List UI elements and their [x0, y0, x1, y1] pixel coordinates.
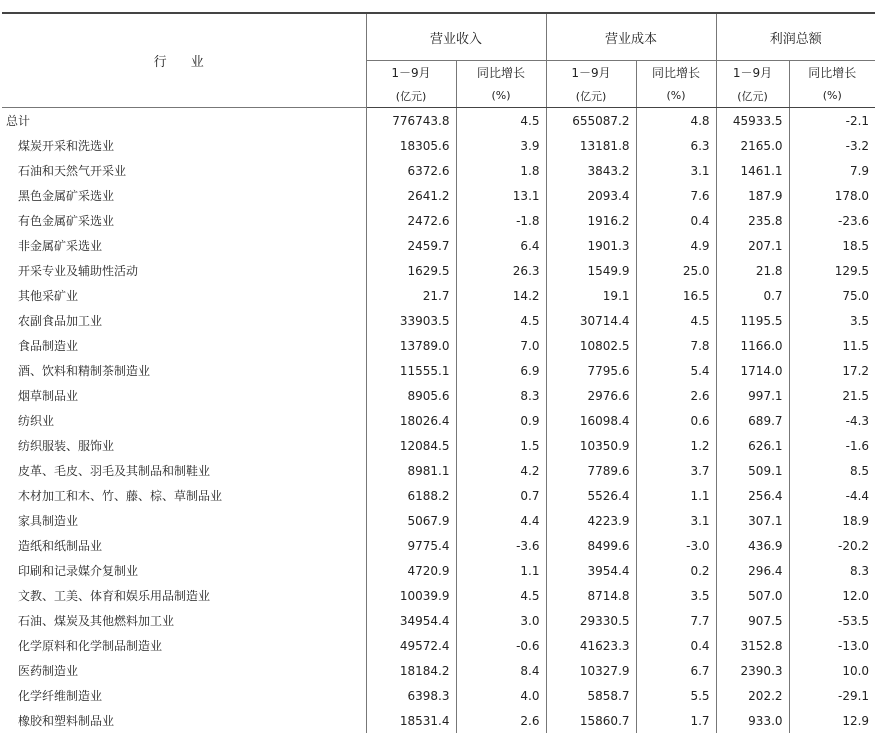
profit-value-cell: 3152.8	[716, 633, 789, 658]
revenue-value-cell: 8905.6	[366, 383, 456, 408]
revenue-value-cell: 6372.6	[366, 158, 456, 183]
table-row	[2, 308, 875, 333]
table-row	[2, 608, 875, 633]
profit-value-cell: 21.8	[716, 258, 789, 283]
cost-growth-cell: 4.9	[636, 233, 716, 258]
cost-growth-cell: 1.1	[636, 483, 716, 508]
revenue-growth-cell: 2.6	[456, 708, 546, 733]
unit-revenue-value: (亿元)	[366, 84, 456, 108]
revenue-value-cell: 18531.4	[366, 708, 456, 733]
cost-value-cell: 13181.8	[546, 133, 636, 158]
revenue-value-cell: 18305.6	[366, 133, 456, 158]
industry-name-cell: 有色金属矿采选业	[2, 208, 366, 233]
profit-growth-cell: -3.2	[789, 133, 875, 158]
table-body	[2, 108, 875, 733]
profit-growth-cell: -1.6	[789, 433, 875, 458]
industry-name-cell: 纺织业	[2, 408, 366, 433]
cost-value-cell: 1916.2	[546, 208, 636, 233]
industry-name-cell: 木材加工和木、竹、藤、棕、草制品业	[2, 483, 366, 508]
cost-growth-cell: 5.5	[636, 683, 716, 708]
industry-name-cell: 皮革、毛皮、羽毛及其制品和制鞋业	[2, 458, 366, 483]
revenue-value-cell: 12084.5	[366, 433, 456, 458]
industry-name-cell: 化学原料和化学制品制造业	[2, 633, 366, 658]
table-row	[2, 458, 875, 483]
profit-value-cell: 626.1	[716, 433, 789, 458]
profit-value-cell: 45933.5	[716, 108, 789, 134]
revenue-growth-cell: 1.1	[456, 558, 546, 583]
industry-name-cell: 石油、煤炭及其他燃料加工业	[2, 608, 366, 633]
revenue-value-cell: 8981.1	[366, 458, 456, 483]
revenue-growth-cell: 1.5	[456, 433, 546, 458]
revenue-growth-cell: 4.5	[456, 308, 546, 333]
profit-value-cell: 1714.0	[716, 358, 789, 383]
cost-growth-cell: 6.3	[636, 133, 716, 158]
revenue-growth-cell: 4.4	[456, 508, 546, 533]
cost-growth-cell: 4.8	[636, 108, 716, 134]
cost-value-cell: 10350.9	[546, 433, 636, 458]
profit-growth-cell: 21.5	[789, 383, 875, 408]
unit-profit-growth: (%)	[789, 84, 875, 108]
profit-value-cell: 1461.1	[716, 158, 789, 183]
profit-value-cell: 235.8	[716, 208, 789, 233]
cost-growth-cell: 1.2	[636, 433, 716, 458]
profit-value-cell: 933.0	[716, 708, 789, 733]
table-row	[2, 558, 875, 583]
revenue-growth-cell: 0.7	[456, 483, 546, 508]
unit-cost-growth: (%)	[636, 84, 716, 108]
profit-growth-cell: 11.5	[789, 333, 875, 358]
profit-growth-cell: 12.9	[789, 708, 875, 733]
header-revenue-period: 1－9月	[366, 61, 456, 85]
cost-value-cell: 16098.4	[546, 408, 636, 433]
cost-growth-cell: 7.6	[636, 183, 716, 208]
revenue-value-cell: 2459.7	[366, 233, 456, 258]
cost-value-cell: 10327.9	[546, 658, 636, 683]
profit-growth-cell: 129.5	[789, 258, 875, 283]
industry-name-cell: 食品制造业	[2, 333, 366, 358]
profit-growth-cell: -13.0	[789, 633, 875, 658]
table-row	[2, 258, 875, 283]
profit-growth-cell: 8.5	[789, 458, 875, 483]
revenue-growth-cell: 6.9	[456, 358, 546, 383]
header-profit: 利润总额	[716, 13, 875, 61]
profit-growth-cell: 75.0	[789, 283, 875, 308]
cost-growth-cell: 3.7	[636, 458, 716, 483]
table-row	[2, 208, 875, 233]
cost-growth-cell: 4.5	[636, 308, 716, 333]
revenue-growth-cell: 1.8	[456, 158, 546, 183]
profit-growth-cell: 17.2	[789, 358, 875, 383]
cost-growth-cell: 7.8	[636, 333, 716, 358]
table-row	[2, 633, 875, 658]
header-industry: 行 业	[2, 13, 366, 108]
revenue-value-cell: 18184.2	[366, 658, 456, 683]
revenue-growth-cell: 8.3	[456, 383, 546, 408]
profit-growth-cell: 18.9	[789, 508, 875, 533]
revenue-growth-cell: 0.9	[456, 408, 546, 433]
cost-value-cell: 2976.6	[546, 383, 636, 408]
cost-growth-cell: 6.7	[636, 658, 716, 683]
cost-value-cell: 7789.6	[546, 458, 636, 483]
profit-growth-cell: 18.5	[789, 233, 875, 258]
profit-value-cell: 689.7	[716, 408, 789, 433]
header-profit-period: 1－9月	[716, 61, 789, 85]
cost-value-cell: 5858.7	[546, 683, 636, 708]
revenue-value-cell: 6188.2	[366, 483, 456, 508]
table-row	[2, 583, 875, 608]
profit-growth-cell: -20.2	[789, 533, 875, 558]
revenue-growth-cell: 4.5	[456, 583, 546, 608]
revenue-value-cell: 10039.9	[366, 583, 456, 608]
industry-name-cell: 煤炭开采和洗选业	[2, 133, 366, 158]
cost-growth-cell: 0.4	[636, 633, 716, 658]
profit-growth-cell: -29.1	[789, 683, 875, 708]
header-revenue: 营业收入	[366, 13, 546, 61]
cost-value-cell: 10802.5	[546, 333, 636, 358]
profit-value-cell: 0.7	[716, 283, 789, 308]
table-row	[2, 483, 875, 508]
cost-value-cell: 15860.7	[546, 708, 636, 733]
industry-statistics-table	[2, 12, 875, 733]
profit-value-cell: 907.5	[716, 608, 789, 633]
cost-growth-cell: 7.7	[636, 608, 716, 633]
cost-value-cell: 29330.5	[546, 608, 636, 633]
cost-growth-cell: -3.0	[636, 533, 716, 558]
industry-name-cell: 造纸和纸制品业	[2, 533, 366, 558]
cost-value-cell: 1901.3	[546, 233, 636, 258]
profit-growth-cell: 178.0	[789, 183, 875, 208]
revenue-growth-cell: 8.4	[456, 658, 546, 683]
table-row	[2, 158, 875, 183]
industry-name-cell: 医药制造业	[2, 658, 366, 683]
revenue-growth-cell: -0.6	[456, 633, 546, 658]
revenue-value-cell: 6398.3	[366, 683, 456, 708]
industry-name-cell: 文教、工美、体育和娱乐用品制造业	[2, 583, 366, 608]
cost-value-cell: 3954.4	[546, 558, 636, 583]
revenue-value-cell: 5067.9	[366, 508, 456, 533]
profit-value-cell: 1195.5	[716, 308, 789, 333]
table-row	[2, 283, 875, 308]
cost-growth-cell: 25.0	[636, 258, 716, 283]
table-row	[2, 533, 875, 558]
industry-name-cell: 石油和天然气开采业	[2, 158, 366, 183]
revenue-value-cell: 1629.5	[366, 258, 456, 283]
header-cost-growth: 同比增长	[636, 61, 716, 85]
profit-value-cell: 2390.3	[716, 658, 789, 683]
profit-growth-cell: 8.3	[789, 558, 875, 583]
cost-value-cell: 5526.4	[546, 483, 636, 508]
cost-value-cell: 30714.4	[546, 308, 636, 333]
revenue-value-cell: 49572.4	[366, 633, 456, 658]
header-cost-period: 1－9月	[546, 61, 636, 85]
cost-growth-cell: 3.5	[636, 583, 716, 608]
industry-name-cell: 纺织服装、服饰业	[2, 433, 366, 458]
industry-name-cell: 非金属矿采选业	[2, 233, 366, 258]
table-row	[2, 708, 875, 733]
profit-growth-cell: 3.5	[789, 308, 875, 333]
cost-value-cell: 1549.9	[546, 258, 636, 283]
revenue-value-cell: 18026.4	[366, 408, 456, 433]
profit-value-cell: 1166.0	[716, 333, 789, 358]
cost-growth-cell: 2.6	[636, 383, 716, 408]
industry-name-cell: 化学纤维制造业	[2, 683, 366, 708]
revenue-value-cell: 776743.8	[366, 108, 456, 134]
revenue-value-cell: 13789.0	[366, 333, 456, 358]
profit-value-cell: 997.1	[716, 383, 789, 408]
profit-value-cell: 509.1	[716, 458, 789, 483]
profit-growth-cell: -53.5	[789, 608, 875, 633]
industry-name-cell: 开采专业及辅助性活动	[2, 258, 366, 283]
profit-growth-cell: 12.0	[789, 583, 875, 608]
profit-value-cell: 256.4	[716, 483, 789, 508]
revenue-growth-cell: -1.8	[456, 208, 546, 233]
revenue-growth-cell: -3.6	[456, 533, 546, 558]
profit-value-cell: 2165.0	[716, 133, 789, 158]
revenue-value-cell: 11555.1	[366, 358, 456, 383]
table-row	[2, 358, 875, 383]
table-row	[2, 133, 875, 158]
industry-name-cell: 其他采矿业	[2, 283, 366, 308]
revenue-growth-cell: 6.4	[456, 233, 546, 258]
cost-growth-cell: 3.1	[636, 158, 716, 183]
revenue-value-cell: 2472.6	[366, 208, 456, 233]
profit-growth-cell: -23.6	[789, 208, 875, 233]
revenue-value-cell: 4720.9	[366, 558, 456, 583]
profit-value-cell: 436.9	[716, 533, 789, 558]
revenue-value-cell: 34954.4	[366, 608, 456, 633]
table-header	[2, 13, 875, 108]
table-row	[2, 233, 875, 258]
profit-value-cell: 187.9	[716, 183, 789, 208]
profit-value-cell: 507.0	[716, 583, 789, 608]
cost-growth-cell: 3.1	[636, 508, 716, 533]
cost-value-cell: 4223.9	[546, 508, 636, 533]
cost-value-cell: 2093.4	[546, 183, 636, 208]
industry-name-cell: 农副食品加工业	[2, 308, 366, 333]
revenue-growth-cell: 14.2	[456, 283, 546, 308]
industry-name-cell: 酒、饮料和精制茶制造业	[2, 358, 366, 383]
revenue-growth-cell: 4.5	[456, 108, 546, 134]
industry-name-cell: 烟草制品业	[2, 383, 366, 408]
cost-value-cell: 8714.8	[546, 583, 636, 608]
cost-value-cell: 41623.3	[546, 633, 636, 658]
profit-growth-cell: -4.3	[789, 408, 875, 433]
cost-value-cell: 19.1	[546, 283, 636, 308]
revenue-value-cell: 33903.5	[366, 308, 456, 333]
cost-growth-cell: 0.4	[636, 208, 716, 233]
cost-value-cell: 3843.2	[546, 158, 636, 183]
table-row	[2, 683, 875, 708]
table-row	[2, 408, 875, 433]
revenue-growth-cell: 4.2	[456, 458, 546, 483]
cost-growth-cell: 16.5	[636, 283, 716, 308]
table-row-total	[2, 108, 875, 134]
header-cost: 营业成本	[546, 13, 716, 61]
industry-name-cell: 印刷和记录媒介复制业	[2, 558, 366, 583]
table-row	[2, 383, 875, 408]
unit-profit-value: (亿元)	[716, 84, 789, 108]
revenue-growth-cell: 26.3	[456, 258, 546, 283]
revenue-value-cell: 9775.4	[366, 533, 456, 558]
unit-cost-value: (亿元)	[546, 84, 636, 108]
revenue-value-cell: 2641.2	[366, 183, 456, 208]
revenue-growth-cell: 4.0	[456, 683, 546, 708]
cost-value-cell: 8499.6	[546, 533, 636, 558]
profit-value-cell: 307.1	[716, 508, 789, 533]
industry-name-cell: 橡胶和塑料制品业	[2, 708, 366, 733]
profit-growth-cell: 10.0	[789, 658, 875, 683]
profit-value-cell: 202.2	[716, 683, 789, 708]
revenue-growth-cell: 13.1	[456, 183, 546, 208]
table-row	[2, 508, 875, 533]
header-profit-growth: 同比增长	[789, 61, 875, 85]
table-row	[2, 433, 875, 458]
cost-value-cell: 7795.6	[546, 358, 636, 383]
cost-value-cell: 655087.2	[546, 108, 636, 134]
industry-name-cell: 总计	[2, 108, 366, 134]
profit-growth-cell: -2.1	[789, 108, 875, 134]
table-row	[2, 183, 875, 208]
cost-growth-cell: 1.7	[636, 708, 716, 733]
unit-revenue-growth: (%)	[456, 84, 546, 108]
revenue-growth-cell: 7.0	[456, 333, 546, 358]
profit-growth-cell: -4.4	[789, 483, 875, 508]
revenue-growth-cell: 3.9	[456, 133, 546, 158]
revenue-value-cell: 21.7	[366, 283, 456, 308]
revenue-growth-cell: 3.0	[456, 608, 546, 633]
cost-growth-cell: 5.4	[636, 358, 716, 383]
profit-growth-cell: 7.9	[789, 158, 875, 183]
industry-name-cell: 家具制造业	[2, 508, 366, 533]
table-row	[2, 658, 875, 683]
cost-growth-cell: 0.2	[636, 558, 716, 583]
profit-value-cell: 207.1	[716, 233, 789, 258]
profit-value-cell: 296.4	[716, 558, 789, 583]
header-revenue-growth: 同比增长	[456, 61, 546, 85]
industry-name-cell: 黑色金属矿采选业	[2, 183, 366, 208]
cost-growth-cell: 0.6	[636, 408, 716, 433]
table-row	[2, 333, 875, 358]
